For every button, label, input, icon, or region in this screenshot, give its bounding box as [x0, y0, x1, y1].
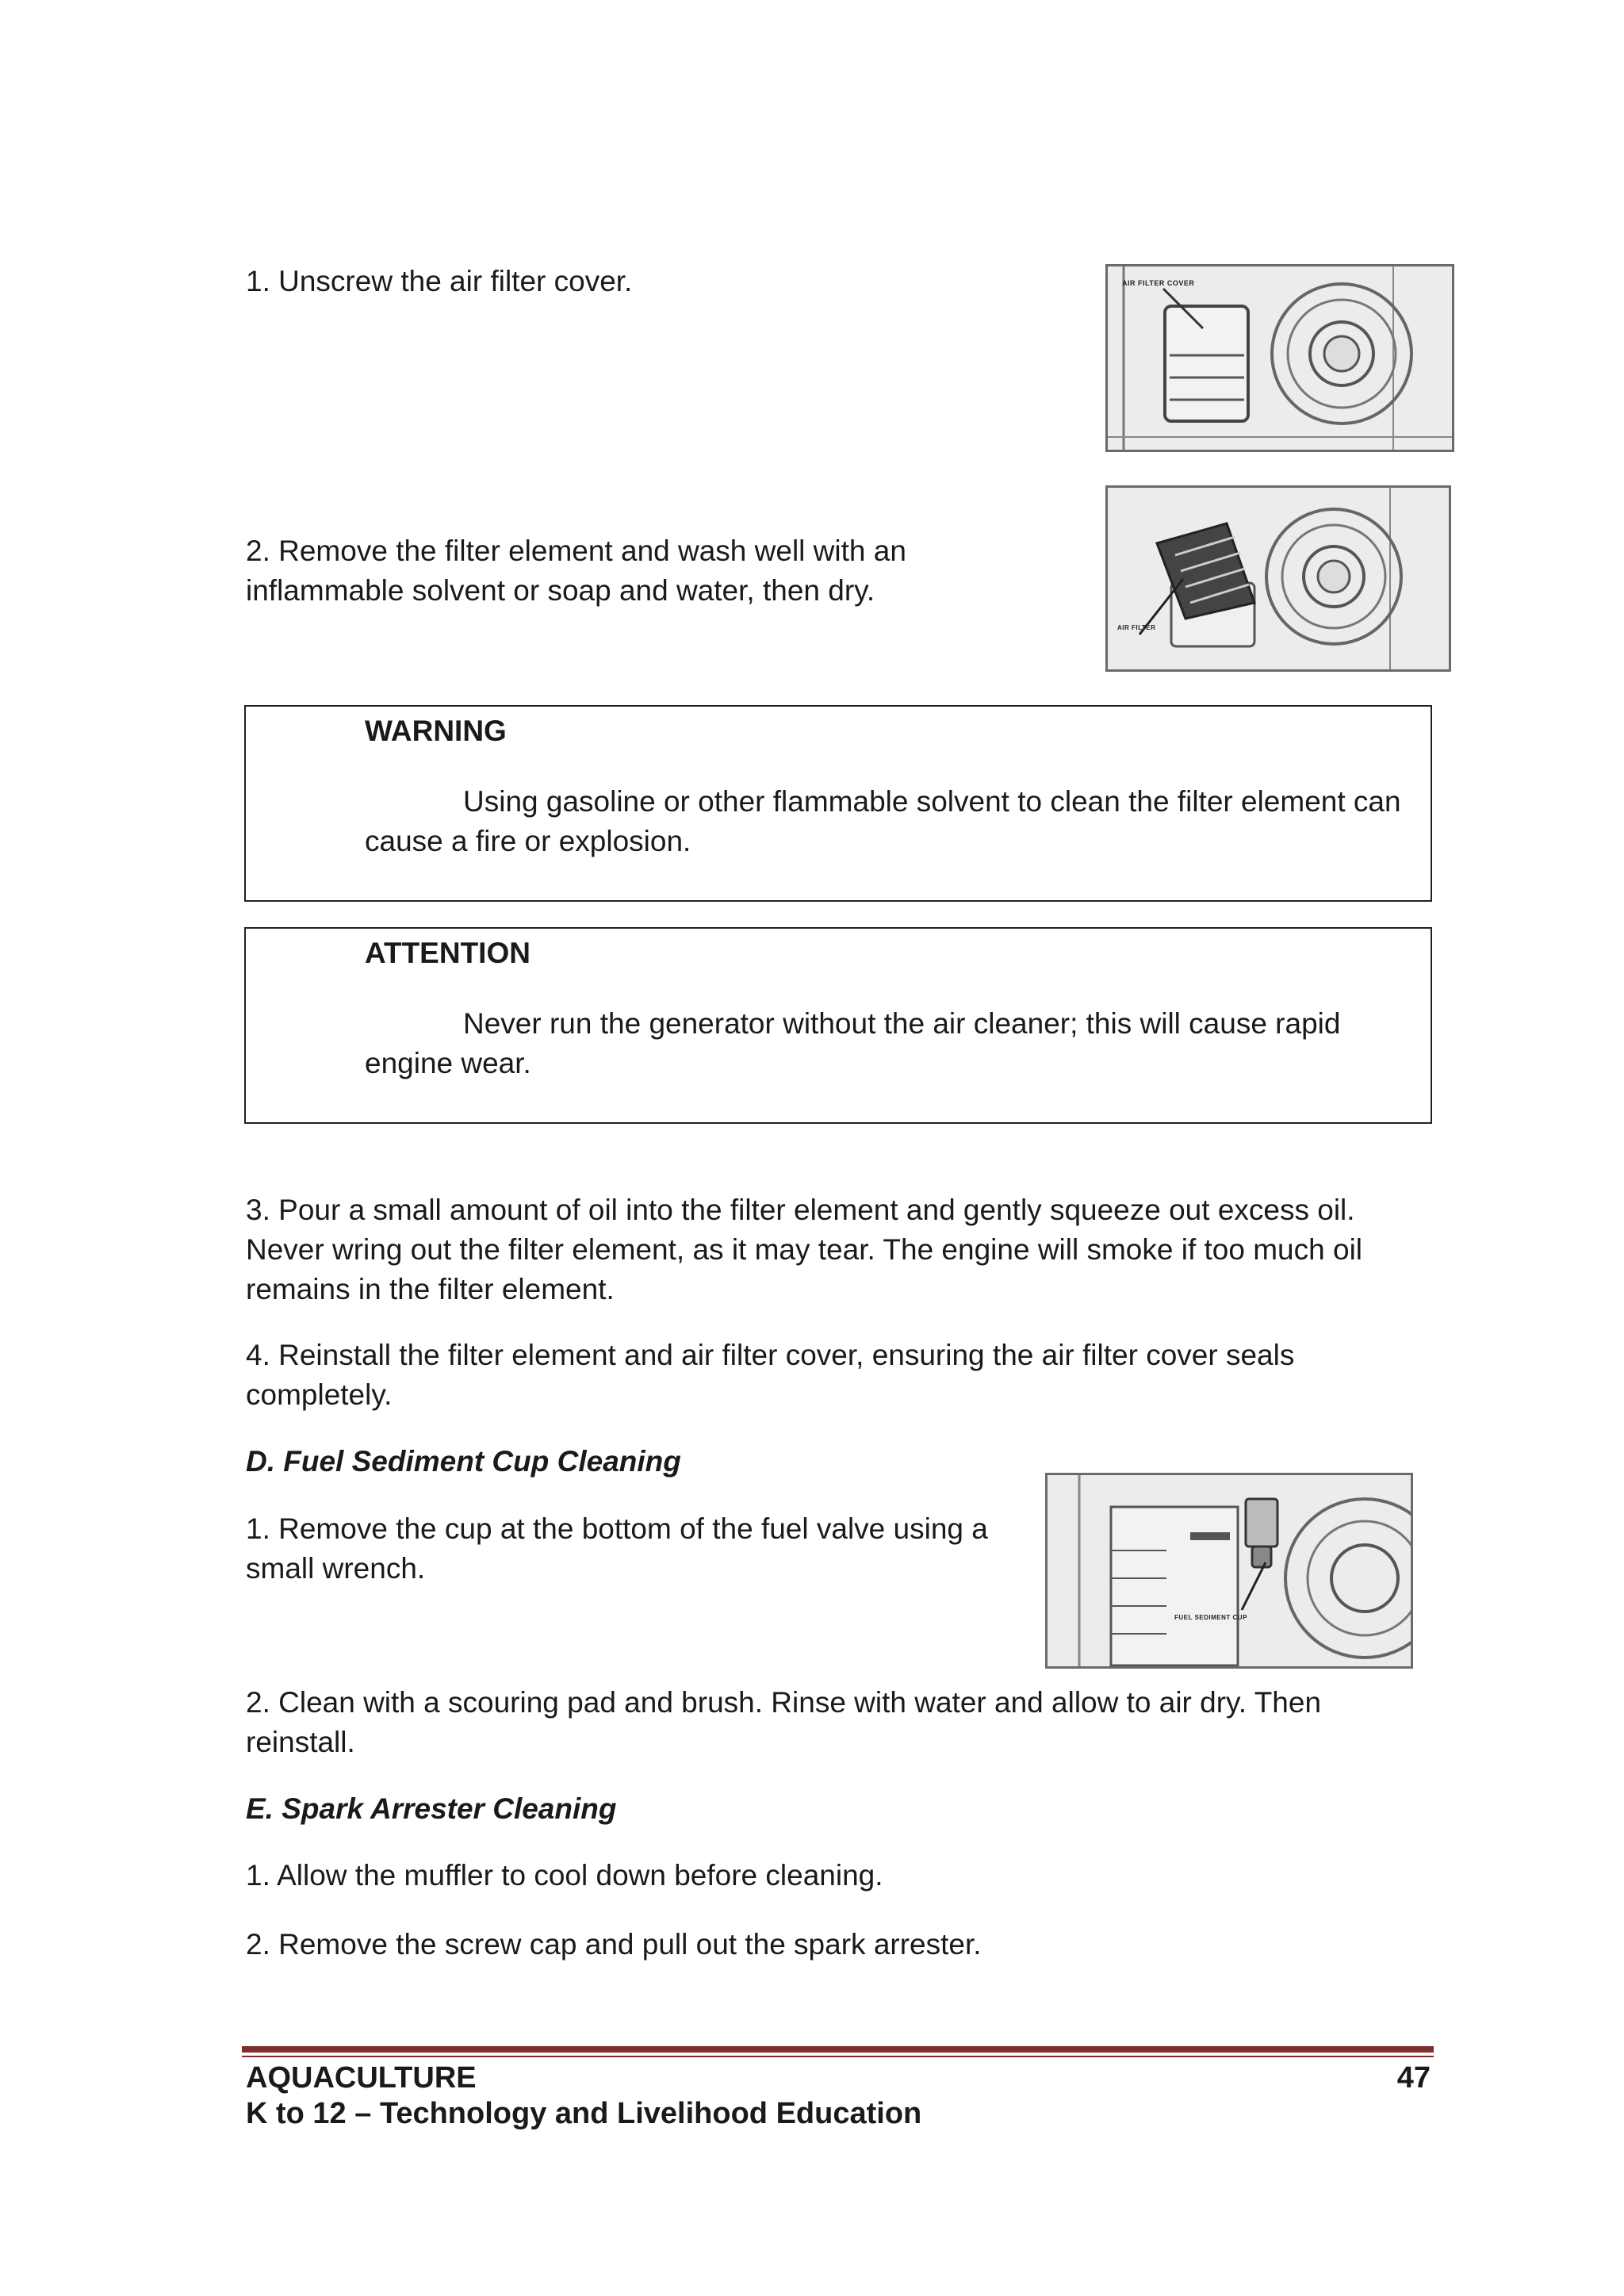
step-4-reinstall: 4. Reinstall the filter element and air filter cover, ensuring the air filter cover seals completely. [246, 1339, 1295, 1411]
fuel-sediment-cup-label: FUEL SEDIMENT CUP [1174, 1614, 1247, 1621]
warning-text: Using gasoline or other flammable solvent to clean the filter element can cause a fire or explosion. [365, 785, 1401, 857]
footer-rule-thin [242, 2056, 1434, 2057]
attention-text: Never run the generator without the air cleaner; this will cause rapid engine wear. [365, 1007, 1341, 1079]
fuel-sediment-cup-figure [1045, 1473, 1413, 1669]
section-d-step-1: 1. Remove the cup at the bottom of the fuel valve using a small wrench. [246, 1512, 988, 1585]
section-e-title: E. Spark Arrester Cleaning [246, 1792, 617, 1825]
generator-illustration-2 [1108, 488, 1449, 669]
footer-subject: AQUACULTURE [246, 2061, 477, 2095]
footer-rule [242, 2046, 1434, 2053]
air-filter-cover-figure [1105, 264, 1454, 452]
section-d-step-2: 2. Clean with a scouring pad and brush. Rinse with water and allow to air dry. Then reinstall. [246, 1686, 1322, 1758]
footer-course: K to 12 – Technology and Livelihood Education [246, 2097, 922, 2130]
air-filter-cover-label: AIR FILTER COVER [1122, 279, 1195, 287]
air-filter-figure [1105, 485, 1451, 672]
attention-title: ATTENTION [365, 937, 530, 969]
warning-title: WARNING [365, 715, 507, 747]
air-filter-label: AIR FILTER [1117, 624, 1156, 631]
step-2-remove-filter: 2. Remove the filter element and wash well with an inflammable solvent or soap and water, then dry. [246, 535, 906, 607]
attention-box [244, 927, 1432, 1124]
section-e-step-1: 1. Allow the muffler to cool down before cleaning. [246, 1859, 883, 1892]
section-e-step-2: 2. Remove the screw cap and pull out the spark arrester. [246, 1928, 982, 1961]
step-1-unscrew: 1. Unscrew the air filter cover. [246, 265, 633, 297]
generator-illustration-3 [1048, 1475, 1411, 1666]
step-3-oil: 3. Pour a small amount of oil into the filter element and gently squeeze out excess oil. Never wring out the filter element, as it may tear. The engine will smoke if too much oil remains in the filter element. [246, 1194, 1363, 1305]
generator-illustration-1 [1108, 266, 1452, 450]
footer-page-number: 47 [1396, 2061, 1431, 2095]
warning-box [244, 705, 1432, 902]
section-d-title: D. Fuel Sediment Cup Cleaning [246, 1445, 681, 1478]
